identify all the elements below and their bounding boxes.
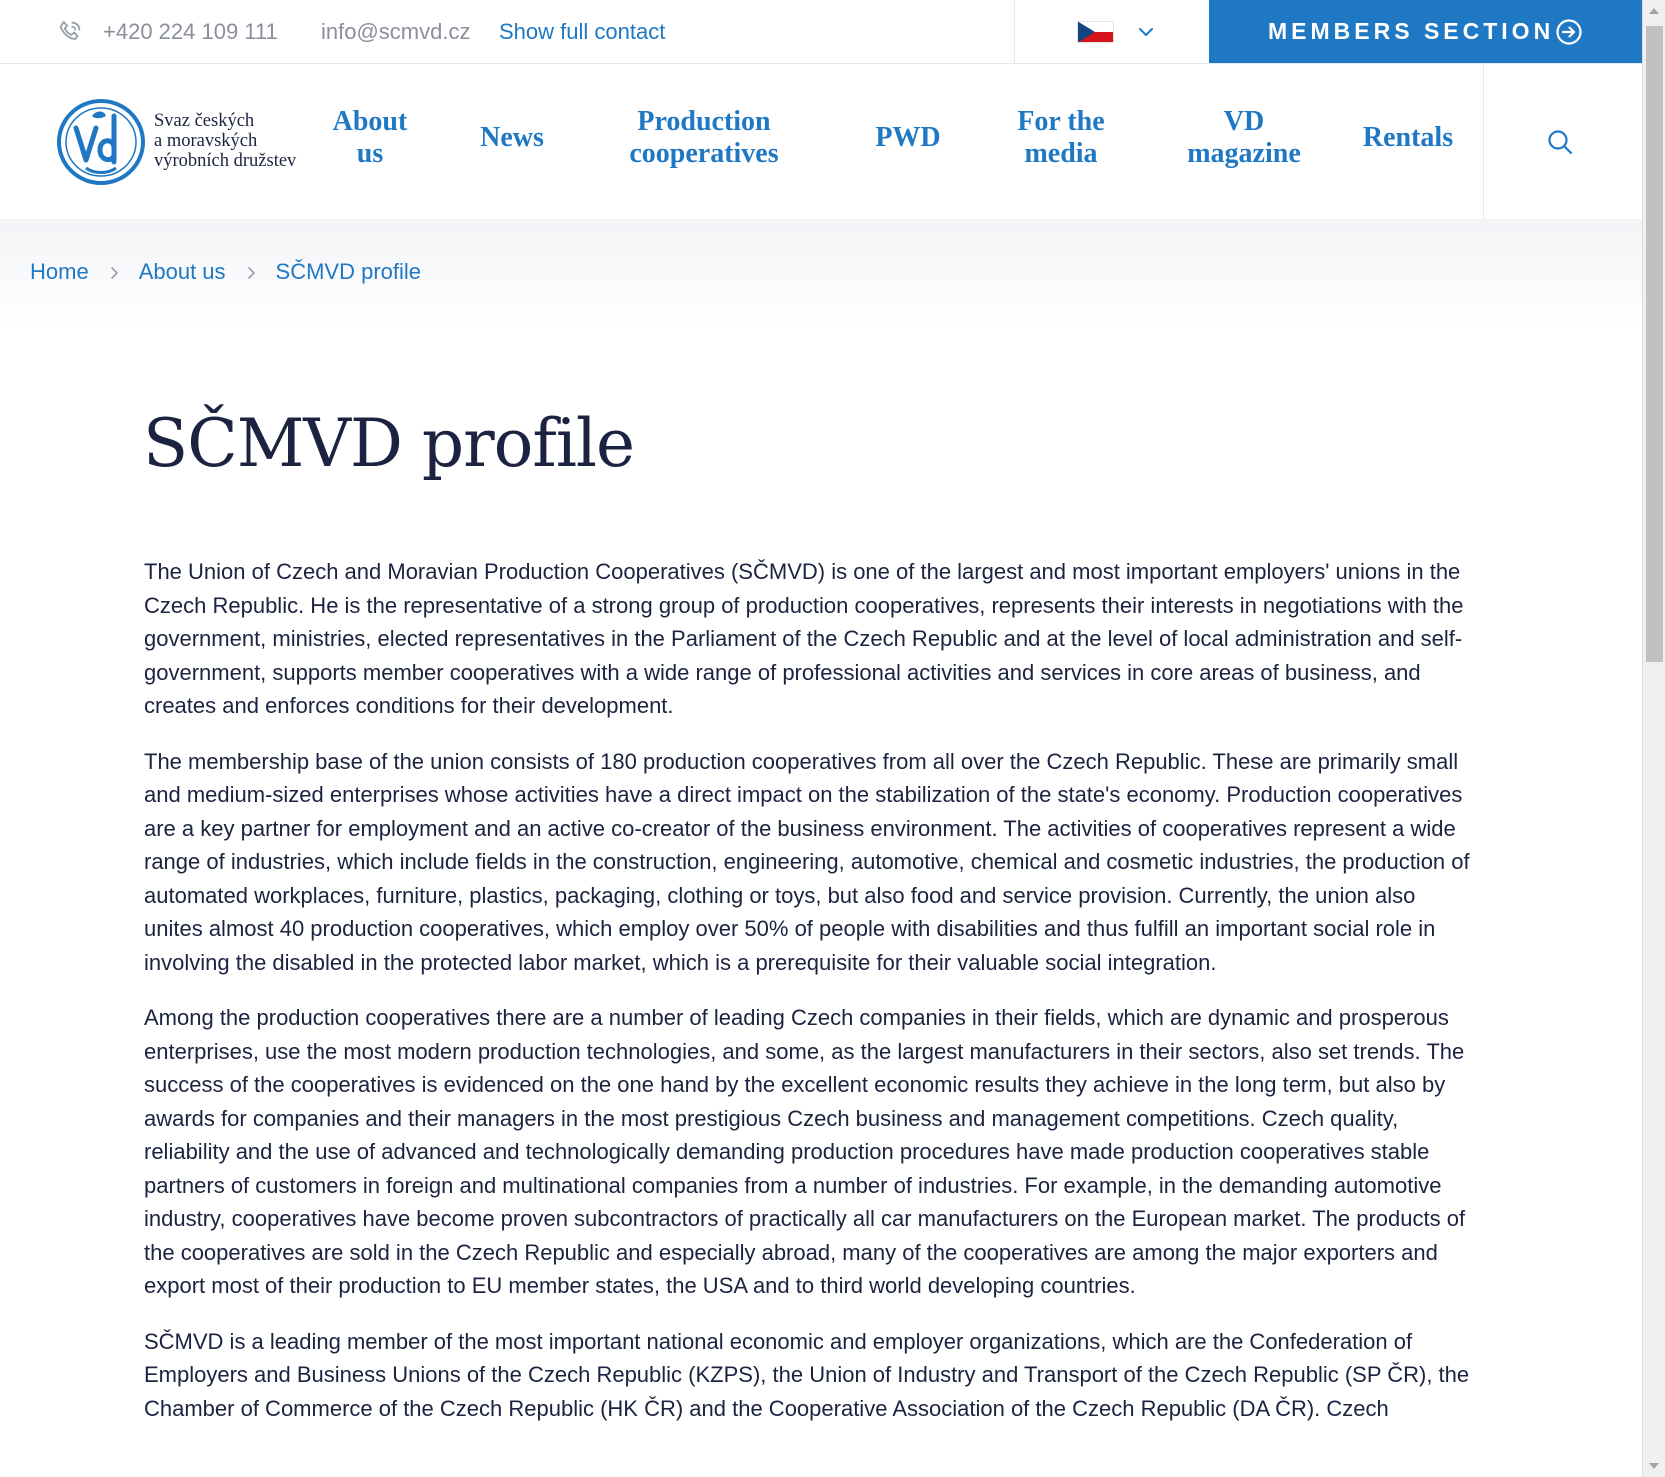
breadcrumb-home[interactable]: Home (30, 259, 89, 284)
chevron-down-icon (1137, 23, 1155, 41)
top-bar (0, 0, 1642, 64)
nav-production-cooperatives[interactable] (612, 106, 796, 170)
scroll-down-arrow-icon[interactable] (1649, 1463, 1659, 1469)
site-header (0, 64, 1642, 220)
article-paragraph: The Union of Czech and Moravian Production Cooperatives (SČMVD) is one of the largest and most important employers' unions in the Czech Republic. He is the representative of a strong group of production cooperatives, represents their interests in negotiations with the government, ministries, elected representatives in the Parliament of the Czech Republic and at the level of local administration and self-government, supports member cooperatives with a wide range of professional activities and services in core areas of business, and creates and enforces conditions for their development. (144, 559, 1464, 718)
chevron-right-icon (107, 266, 121, 280)
article-paragraph: The membership base of the union consists of 180 production cooperatives from all over the Czech Republic. These are primarily small and medium-sized enterprises whose activities have a direct impact on the stabilization of the state's economy. Production cooperatives are a key partner for employment and an active co-creator of the business environment. The activities of cooperatives represent a wide range of industries, which include fields in the construction, engineering, automotive, chemical and cosmetic industries, the production of automated workplaces, furniture, plastics, packaging, clothing or toys, but also food and service provision. Currently, the union also unites almost 40 production cooperatives, which employ over 50% of people with disabilities and thus fulfill an important social role in involving the disabled in the protected labor market, which is a prerequisite for their valuable social integration. (144, 748, 1470, 975)
nav-about-us[interactable] (318, 106, 422, 170)
scroll-up-arrow-icon[interactable] (1649, 8, 1659, 14)
show-full-contact-link[interactable]: Show full contact (499, 19, 666, 44)
nav-label: PWD (875, 122, 941, 153)
article-paragraph: SČMVD is a leading member of the most important national economic and employer organizations, which are the Confederation of Employers and Business Unions of the Czech Republic (KZPS), the Union of Industry and Transport of the Czech Republic (SP ČR), the Chamber of Commerce of the Czech Republic (HK ČR) and the Cooperative Association of the Czech Republic (DA ČR). Czech (144, 1328, 1470, 1421)
nav-label: For the (1017, 106, 1105, 137)
article-body (144, 555, 1474, 1447)
members-section-button[interactable] (1209, 0, 1642, 63)
nav-label: magazine (1187, 138, 1301, 169)
phone-number[interactable]: +420 224 109 111 (103, 19, 278, 44)
breadcrumb (30, 259, 421, 285)
nav-label: cooperatives (629, 138, 779, 169)
nav-for-the-media[interactable] (1000, 106, 1122, 170)
breadcrumb-about-us[interactable]: About us (138, 259, 226, 284)
logo-text-line: Svaz českých (154, 111, 255, 131)
nav-label: VD (1223, 106, 1265, 137)
arrow-right-circle-icon (1555, 18, 1583, 46)
logo-text-line: a moravských (154, 131, 258, 151)
nav-rentals[interactable] (1354, 122, 1462, 154)
nav-label: Rentals (1362, 122, 1454, 153)
breadcrumb-band (0, 219, 1642, 329)
nav-label: Production (637, 106, 771, 137)
breadcrumb-current[interactable]: SČMVD profile (275, 259, 422, 284)
members-section-label: MEMBERS SECTION (1268, 18, 1555, 44)
nav-label: media (1024, 138, 1098, 169)
scmvd-logo[interactable] (56, 98, 146, 186)
logo-text[interactable] (154, 111, 314, 171)
search-icon (1546, 128, 1574, 156)
language-selector[interactable] (1014, 0, 1210, 63)
article-paragraph: Among the production cooperatives there are a number of leading Czech companies in their fields, which are dynamic and prosperous enterprises, use the most modern production technologies, and some, as the largest manufacturers in their sectors, also set trends. The success of the cooperatives is evidenced on the one hand by the excellent economic results they achieve in the long term, but also by awards for companies and their managers in the most prestigious Czech business and management competitions. Czech quality, reliability and the use of advanced and technologically demanding production procedures have made production cooperatives stable partners of customers in foreign and multinational companies from a number of industries. For example, in the demanding automotive industry, cooperatives have become proven subcontractors of practically all car manufacturers on the European market. The products of the cooperatives are sold in the Czech Republic and especially abroad, many of the cooperatives are among the major exporters and export most of their production to EU member states, the USA and to third world developing countries. (144, 1005, 1466, 1298)
logo-text-line: výrobních družstev (154, 151, 297, 171)
nav-label: News (480, 122, 544, 153)
czech-flag-icon (1077, 21, 1114, 43)
search-button[interactable] (1483, 64, 1642, 219)
nav-label: us (356, 138, 384, 169)
nav-pwd[interactable] (858, 122, 958, 154)
email-address[interactable]: info@scmvd.cz (321, 19, 471, 44)
page-title: SČMVD profile (143, 405, 635, 482)
nav-vd-magazine[interactable] (1172, 106, 1316, 170)
scrollbar-thumb[interactable] (1646, 26, 1663, 662)
vertical-scrollbar[interactable] (1642, 0, 1665, 1477)
phone-icon (56, 18, 84, 46)
nav-news[interactable] (455, 122, 569, 154)
nav-label: About (332, 106, 408, 137)
chevron-right-icon (244, 266, 258, 280)
